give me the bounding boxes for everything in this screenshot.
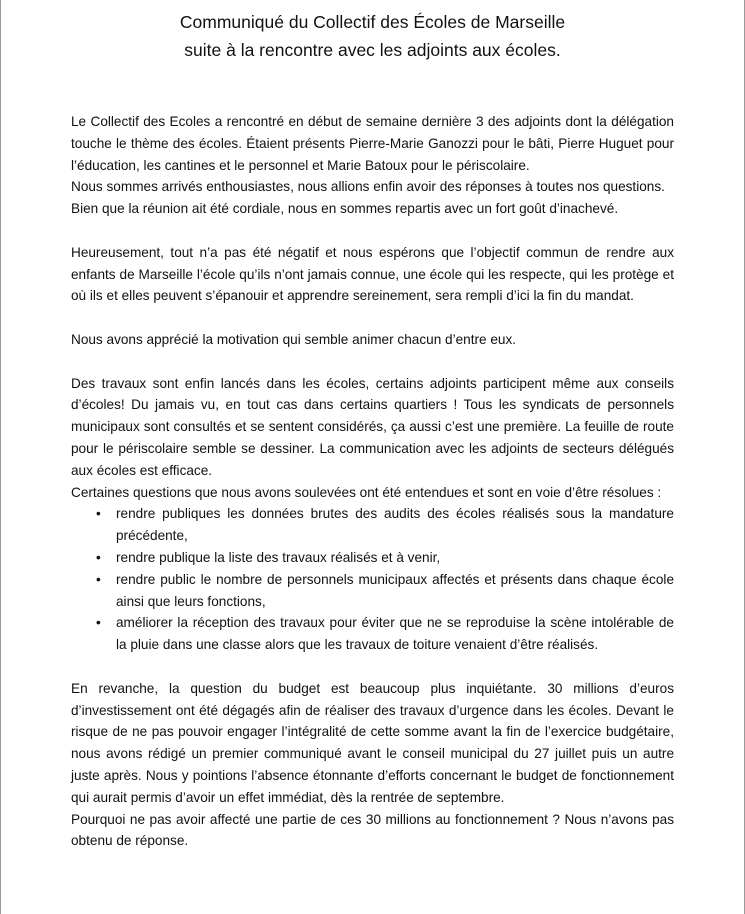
bullet-icon: •: [96, 571, 101, 587]
paragraph-motivation: Nous avons apprécié la motivation qui semble animer chacun d’entre eux.: [71, 331, 517, 347]
list-item: [71, 569, 674, 613]
list-item: [71, 612, 674, 656]
list-item: [71, 503, 674, 547]
paragraph-spacer: [71, 307, 674, 329]
title-line-2: suite à la rencontre avec les adjoints aux écoles.: [184, 40, 561, 60]
paragraph-questions: Certaines questions que nous avons soulevées ont été entendues et sont en voie d’être résolues :: [71, 484, 662, 500]
paragraph-enthusiasm: Nous sommes arrivés enthousiastes, nous allions enfin avoir des réponses à toutes nos questions.: [71, 179, 665, 195]
paragraph-spacer: [71, 220, 674, 242]
document-body: [71, 111, 674, 852]
document-title: [0, 8, 745, 64]
bullet-icon: •: [96, 506, 101, 522]
paragraph-no-answer: Pourquoi ne pas avoir affecté une partie de ces 30 millions au fonctionnement ? Nous n’avons pas obtenu de réponse.: [71, 811, 674, 849]
resolved-questions-list: [71, 503, 674, 656]
title-line-1: Communiqué du Collectif des Écoles de Marseille: [179, 12, 566, 32]
page-edge-left: [0, 0, 1, 914]
paragraph-unfinished: Bien que la réunion ait été cordiale, nous en sommes repartis avec un fort goût d’inachevé.: [71, 201, 619, 217]
paragraph-budget: En revanche, la question du budget est beaucoup plus inquiétante. 30 millions d’euros d’investissement ont été dégagés afin de réaliser des travaux d’urgence dans les écoles. Devant le risque de ne pas pouvoir engager l’intégralité de cette somme avant la fin de l’exercice budgétaire, nous avons rédigé un premier communiqué avant le conseil municipal du 27 juillet puis un autre juste après. Nous y pointions l’absence étonnante d’efforts concernant le budget de fonctionnement qui aurait permis d’avoir un effet immédiat, dès la rentrée de septembre.: [71, 680, 674, 805]
list-item-text: améliorer la réception des travaux pour éviter que ne se reproduise la scène intolérable de la pluie dans une classe alors que les travaux de toiture venaient d’être réalisés.: [116, 615, 674, 653]
list-item-text: rendre publique la liste des travaux réalisés et à venir,: [116, 549, 441, 565]
list-item-text: rendre publiques les données brutes des audits des écoles réalisés sous la mandature précédente,: [116, 506, 674, 544]
paragraph-meeting-intro: Le Collectif des Ecoles a rencontré en début de semaine dernière 3 des adjoints dont la délégation touche le thème des écoles. Étaient présents Pierre-Marie Ganozzi pour le bâti, Pierre Huguet pour l’éducation, les cantines et le personnel et Marie Batoux pour le périscolaire.: [71, 114, 674, 173]
paragraph-spacer: [71, 351, 674, 373]
paragraph-hope: Heureusement, tout n’a pas été négatif et nous espérons que l’objectif commun de rendre aux enfants de Marseille l’école qu’ils n’ont jamais connue, une école qui les respecte, qui les protège et où ils et elles peuvent s’épanouir et apprendre sereinement, sera rempli d’ici la fin du mandat.: [71, 244, 674, 304]
list-item: [71, 547, 674, 569]
bullet-icon: •: [96, 549, 101, 565]
list-item-text: rendre public le nombre de personnels municipaux affectés et présents dans chaque école ainsi que leurs fonctions,: [116, 571, 674, 609]
paragraph-works: Des travaux sont enfin lancés dans les écoles, certains adjoints participent même aux conseils d’écoles! Du jamais vu, en tout cas dans certains quartiers ! Tous les syndicats de personnels municipaux sont consultés et se sentent considérés, ça aussi c’est une première. La feuille de route pour le périscolaire semble se dessiner. La communication avec les adjoints de secteurs délégués aux écoles est efficace.: [71, 375, 674, 478]
paragraph-spacer: [71, 656, 674, 678]
bullet-icon: •: [96, 615, 101, 631]
